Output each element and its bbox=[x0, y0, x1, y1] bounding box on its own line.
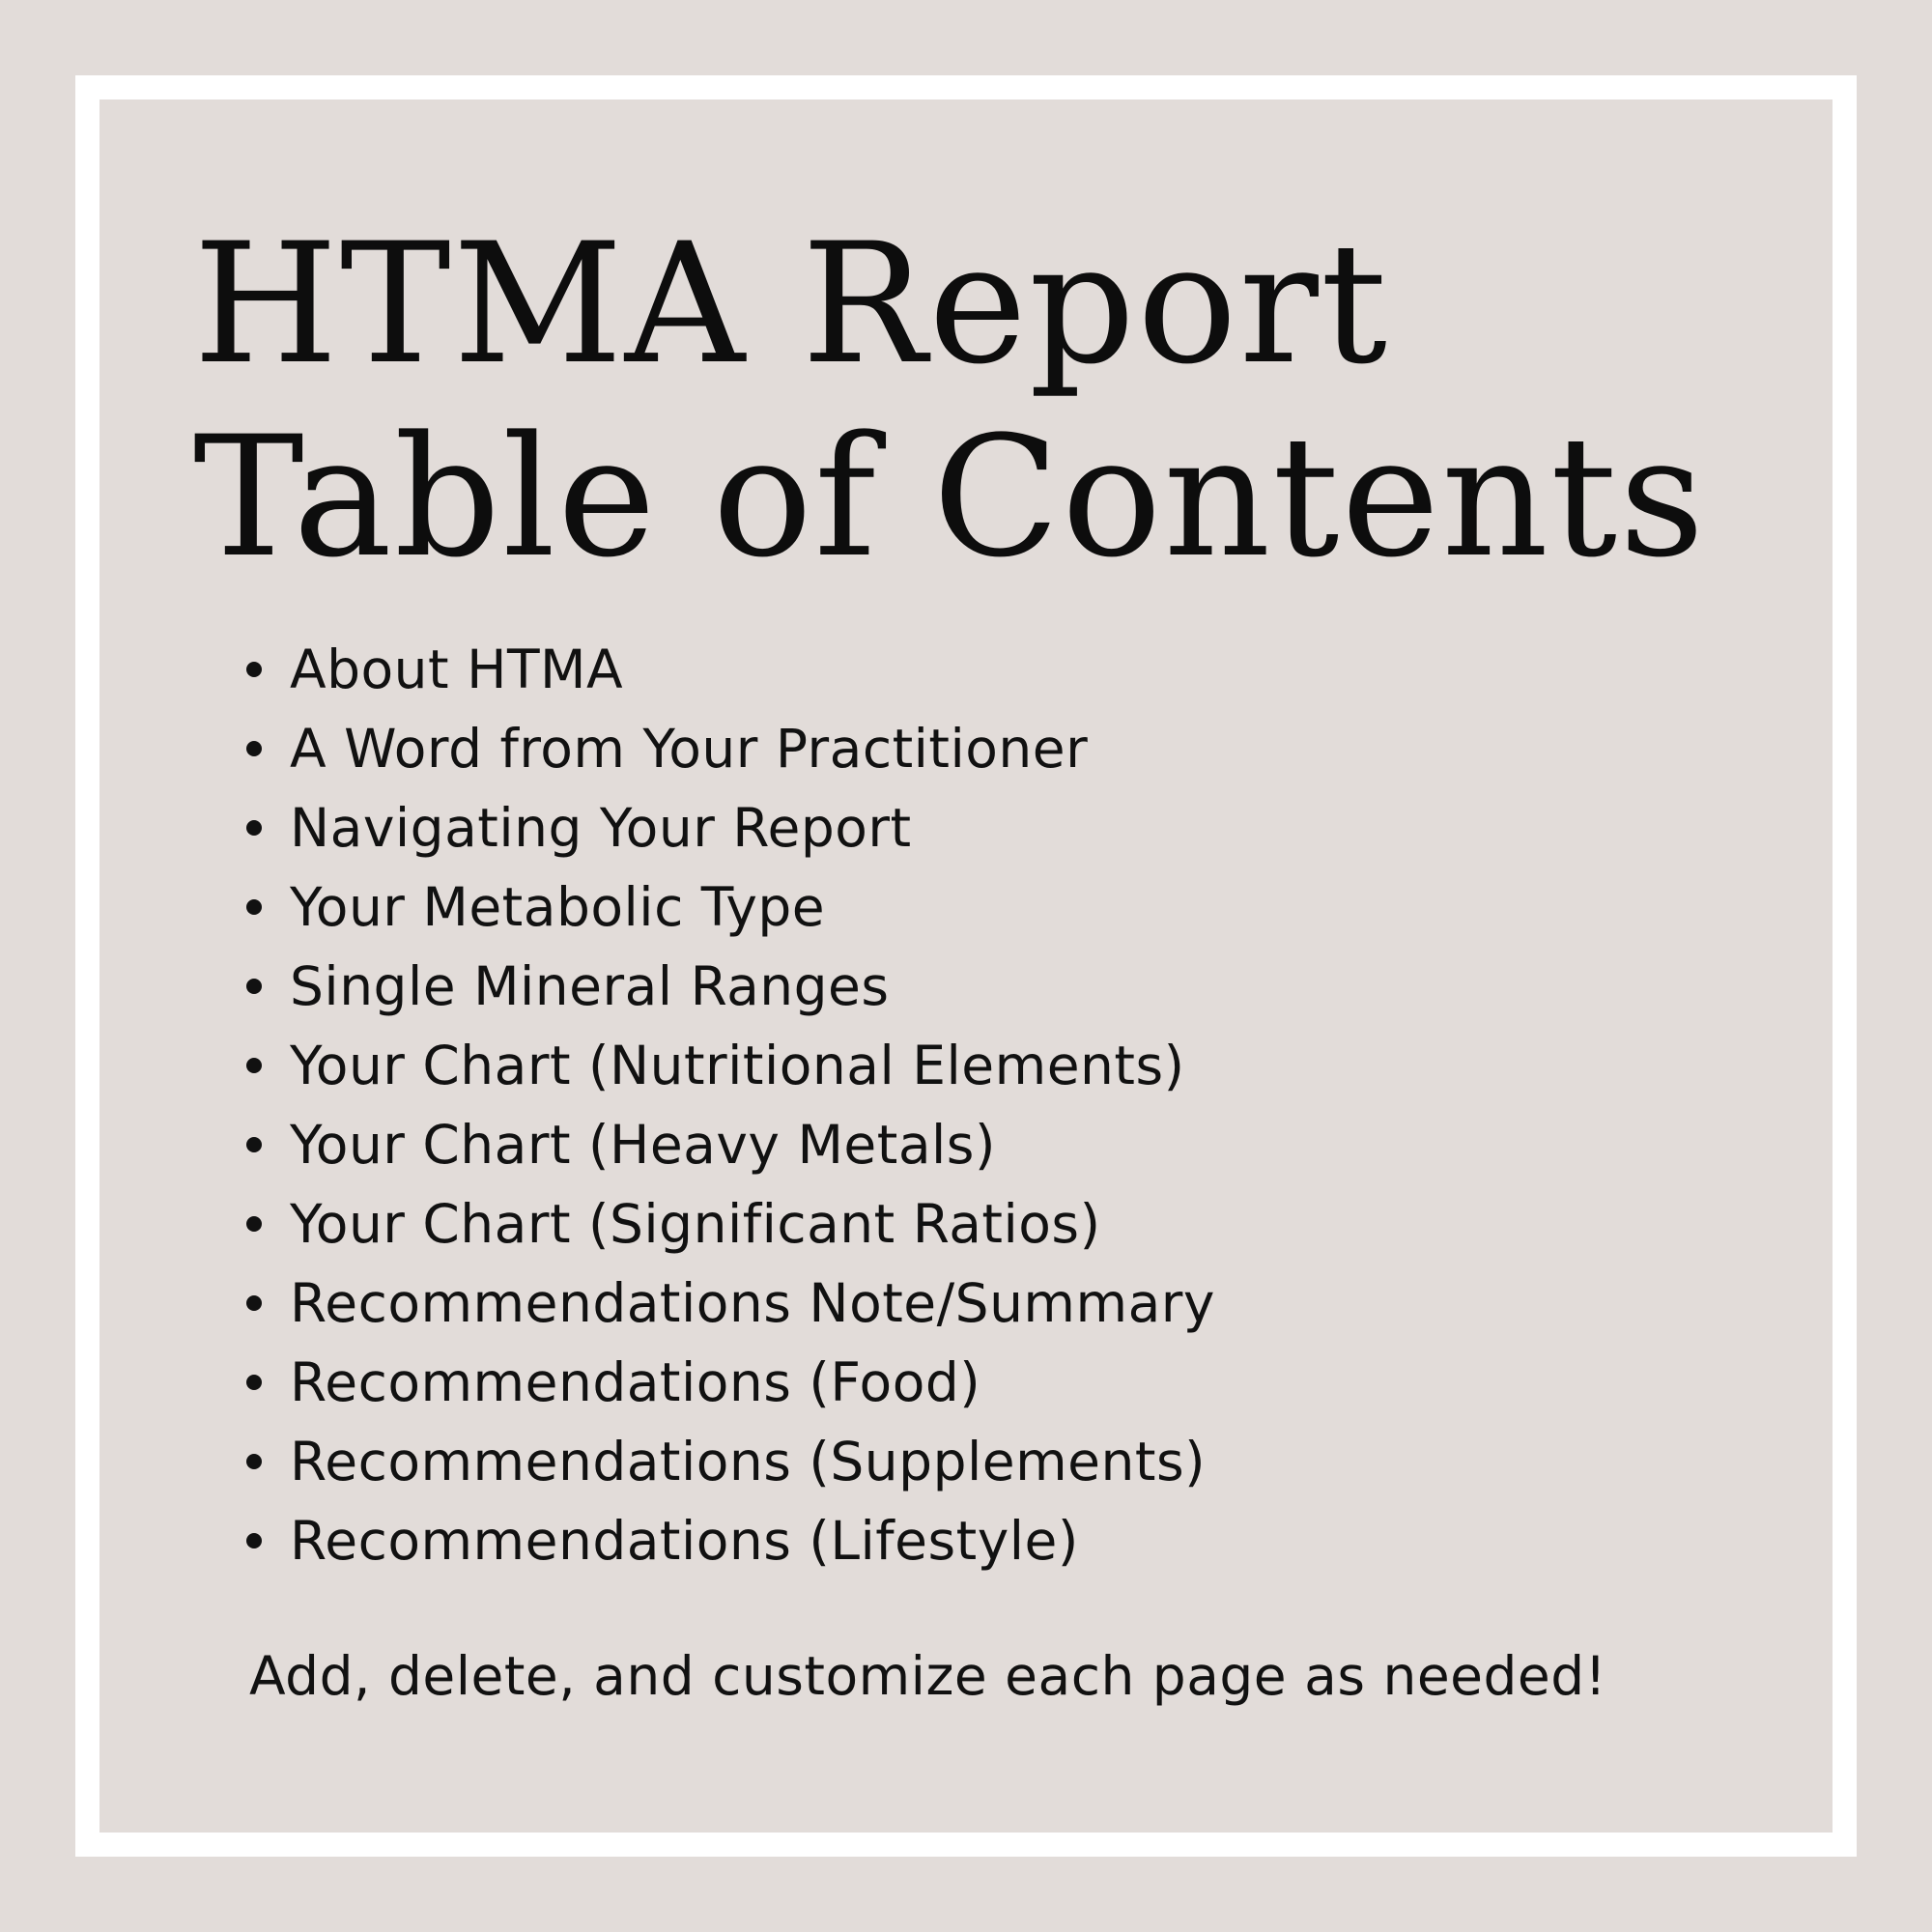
toc-item-label: Your Chart (Heavy Metals) bbox=[290, 1114, 996, 1176]
bullet-icon bbox=[246, 662, 262, 677]
toc-item-chart-heavy-metals bbox=[290, 1105, 1215, 1184]
toc-item-label: About HTMA bbox=[290, 639, 624, 700]
bullet-icon bbox=[246, 1454, 262, 1469]
bullet-icon bbox=[246, 1216, 262, 1232]
title-line-2: Table of Contents bbox=[193, 400, 1707, 594]
toc-item-label: Navigating Your Report bbox=[290, 797, 912, 859]
toc-item-recommendations-lifestyle bbox=[290, 1501, 1215, 1580]
toc-item-label: Your Chart (Significant Ratios) bbox=[290, 1193, 1101, 1255]
toc-item-word-from-practitioner bbox=[290, 709, 1215, 788]
toc-item-recommendations-supplements bbox=[290, 1422, 1215, 1501]
toc-item-chart-significant-ratios bbox=[290, 1184, 1215, 1264]
toc-item-about-htma bbox=[290, 630, 1215, 709]
customize-note: Add, delete, and customize each page as needed! bbox=[249, 1645, 1607, 1707]
title-line-1: HTMA Report bbox=[193, 207, 1390, 401]
toc-item-label: Recommendations (Lifestyle) bbox=[290, 1510, 1079, 1572]
toc-item-metabolic-type bbox=[290, 867, 1215, 947]
page-title bbox=[193, 208, 1706, 594]
toc-item-label: Recommendations (Supplements) bbox=[290, 1431, 1207, 1492]
toc-item-label: Recommendations (Food) bbox=[290, 1351, 981, 1413]
table-of-contents-list bbox=[290, 630, 1215, 1580]
bullet-icon bbox=[246, 899, 262, 915]
toc-item-navigating-report bbox=[290, 788, 1215, 867]
bullet-icon bbox=[246, 979, 262, 994]
toc-item-recommendations-summary bbox=[290, 1264, 1215, 1343]
bullet-icon bbox=[246, 1375, 262, 1390]
toc-item-single-mineral-ranges bbox=[290, 947, 1215, 1026]
toc-item-recommendations-food bbox=[290, 1343, 1215, 1422]
bullet-icon bbox=[246, 820, 262, 836]
toc-item-label: Your Chart (Nutritional Elements) bbox=[290, 1035, 1185, 1096]
bullet-icon bbox=[246, 741, 262, 756]
bullet-icon bbox=[246, 1137, 262, 1152]
bullet-icon bbox=[246, 1295, 262, 1311]
toc-item-label: A Word from Your Practitioner bbox=[290, 718, 1089, 780]
toc-item-label: Your Metabolic Type bbox=[290, 876, 826, 938]
toc-item-chart-nutritional-elements bbox=[290, 1026, 1215, 1105]
toc-item-label: Single Mineral Ranges bbox=[290, 955, 890, 1017]
toc-item-label: Recommendations Note/Summary bbox=[290, 1272, 1215, 1334]
bullet-icon bbox=[246, 1058, 262, 1073]
bullet-icon bbox=[246, 1533, 262, 1548]
